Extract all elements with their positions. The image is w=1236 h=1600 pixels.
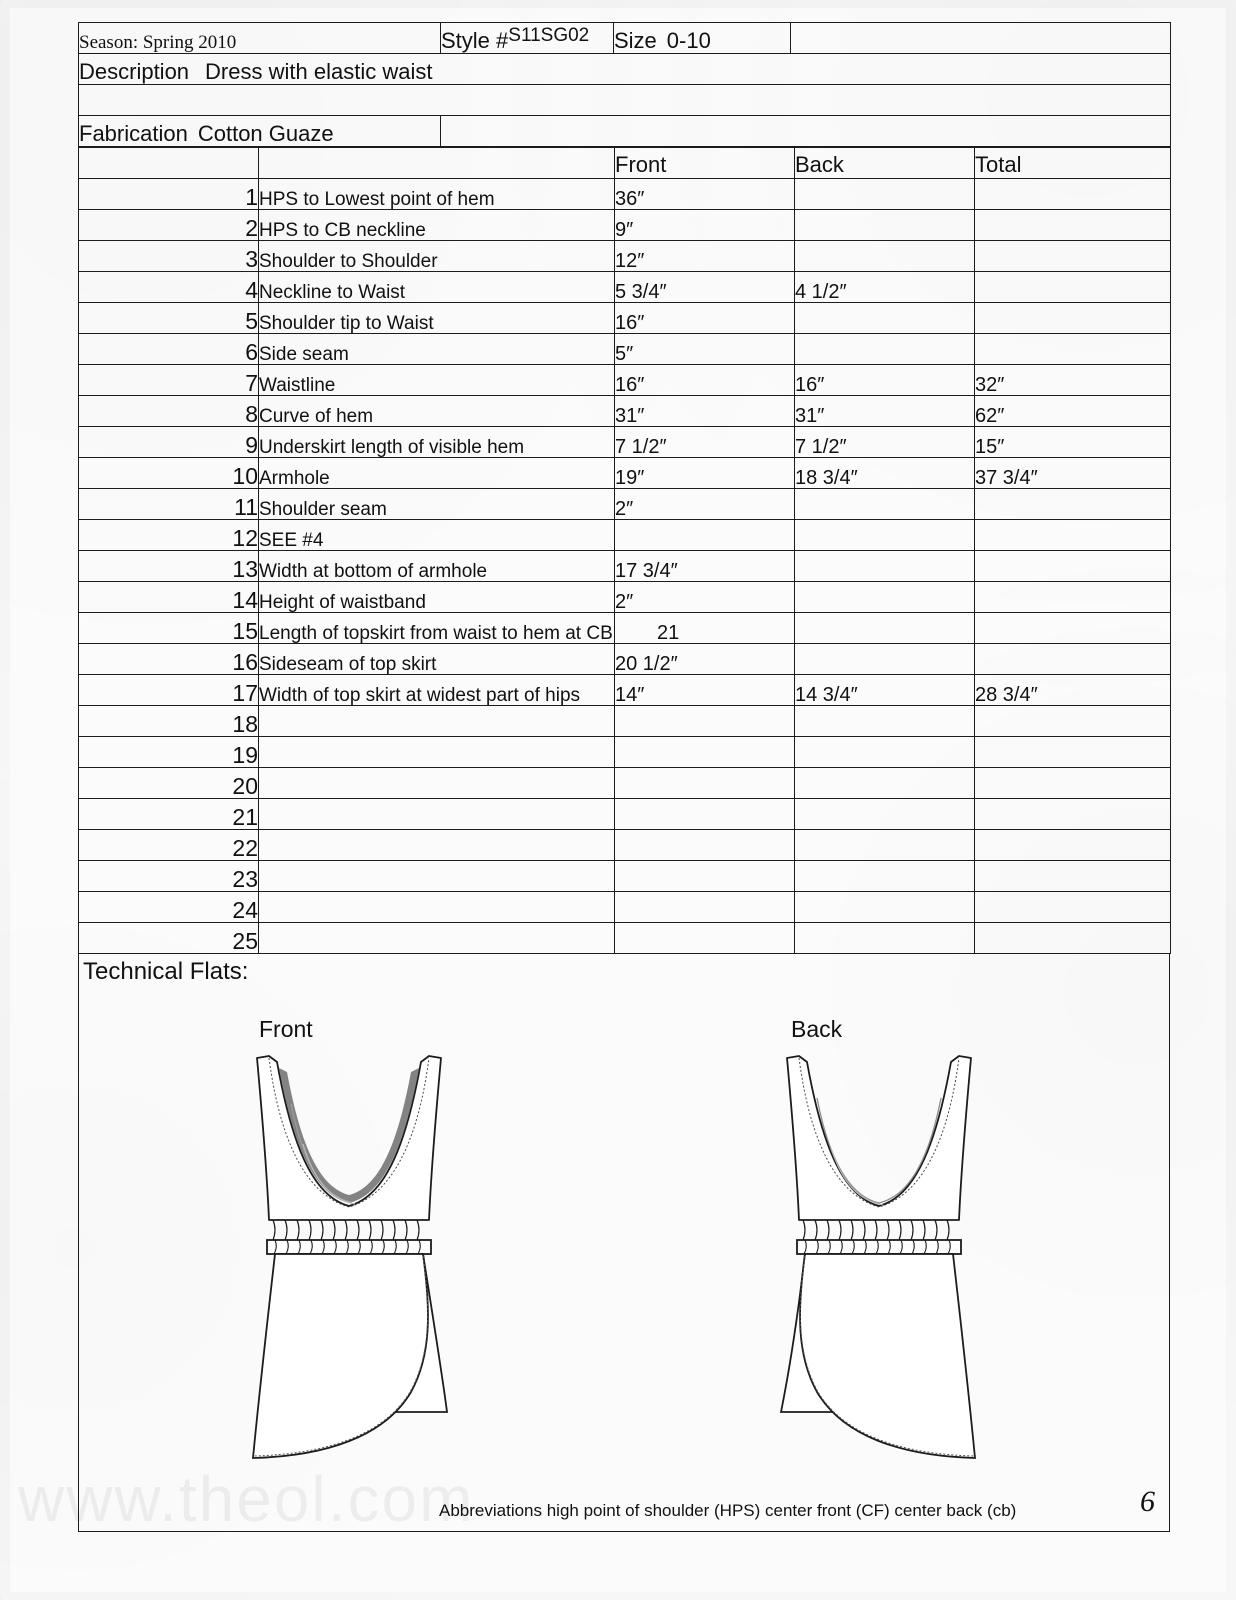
style-label: Style # <box>441 28 509 53</box>
row-number: 19 <box>79 737 259 768</box>
row-number: 9 <box>79 427 259 458</box>
row-number: 10 <box>79 458 259 489</box>
fabrication-cell <box>79 116 441 147</box>
table-row <box>79 458 1171 489</box>
row-front-value: 9″ <box>615 210 795 241</box>
row-back-value <box>795 179 975 210</box>
row-front-value: 17 3/4″ <box>615 551 795 582</box>
row-back-value <box>795 830 975 861</box>
row-number: 11 <box>79 489 259 520</box>
row-description <box>259 892 615 923</box>
row-front-value <box>615 520 795 551</box>
row-front-value: 19″ <box>615 458 795 489</box>
table-row <box>79 365 1171 396</box>
row-back-value <box>795 799 975 830</box>
row-description: Neckline to Waist <box>259 272 615 303</box>
row-total-value <box>975 179 1171 210</box>
table-row <box>79 520 1171 551</box>
row-total-value <box>975 489 1171 520</box>
row-number: 13 <box>79 551 259 582</box>
row-number: 25 <box>79 923 259 954</box>
table-row <box>79 737 1171 768</box>
row-description: Height of waistband <box>259 582 615 613</box>
row-front-value: 14″ <box>615 675 795 706</box>
row-number: 4 <box>79 272 259 303</box>
row-description: Side seam <box>259 334 615 365</box>
style-value: S11SG02 <box>508 25 590 46</box>
row-description: HPS to CB neckline <box>259 210 615 241</box>
row-number: 2 <box>79 210 259 241</box>
table-row <box>79 644 1171 675</box>
row-description <box>259 768 615 799</box>
row-description <box>259 861 615 892</box>
row-number: 23 <box>79 861 259 892</box>
description-value: Dress with elastic waist <box>205 59 433 84</box>
row-front-value: 16″ <box>615 365 795 396</box>
row-description: SEE #4 <box>259 520 615 551</box>
row-back-value: 4 1/2″ <box>795 272 975 303</box>
row-front-value: 31″ <box>615 396 795 427</box>
row-back-value <box>795 210 975 241</box>
back-gathers <box>803 1220 949 1240</box>
row-front-value: 5 3/4″ <box>615 272 795 303</box>
col-header-back: Back <box>795 148 975 179</box>
measurement-table <box>78 147 1171 954</box>
row-total-value <box>975 551 1171 582</box>
row-total-value <box>975 644 1171 675</box>
row-total-value: 37 3/4″ <box>975 458 1171 489</box>
row-front-value: 16″ <box>615 303 795 334</box>
table-row <box>79 396 1171 427</box>
row-description: HPS to Lowest point of hem <box>259 179 615 210</box>
row-front-value <box>615 923 795 954</box>
header-row-fabrication <box>79 116 1171 147</box>
fabrication-value: Cotton Guaze <box>197 121 334 146</box>
row-back-value <box>795 923 975 954</box>
technical-flats-panel <box>78 954 1170 1532</box>
row-front-value <box>615 768 795 799</box>
row-back-value <box>795 241 975 272</box>
row-front-value <box>615 861 795 892</box>
row-back-value <box>795 582 975 613</box>
row-total-value <box>975 737 1171 768</box>
description-label: Description <box>79 59 190 84</box>
row-total-value <box>975 272 1171 303</box>
row-back-value <box>795 551 975 582</box>
row-back-value <box>795 489 975 520</box>
row-description <box>259 706 615 737</box>
row-number: 12 <box>79 520 259 551</box>
row-back-value <box>795 520 975 551</box>
front-elastic-waistband <box>267 1240 431 1254</box>
header-table <box>78 22 1171 147</box>
front-gathers <box>273 1220 419 1240</box>
row-description: Curve of hem <box>259 396 615 427</box>
header-empty-cell-2 <box>79 85 1171 116</box>
row-description: Armhole <box>259 458 615 489</box>
row-front-value: 7 1/2″ <box>615 427 795 458</box>
row-number: 22 <box>79 830 259 861</box>
row-number: 6 <box>79 334 259 365</box>
front-dress-illustration <box>199 1044 499 1464</box>
row-front-value <box>615 830 795 861</box>
technical-flats-title: Technical Flats: <box>83 958 249 985</box>
row-description: Sideseam of top skirt <box>259 644 615 675</box>
flat-back-label: Back <box>791 1016 843 1042</box>
row-number: 1 <box>79 179 259 210</box>
row-total-value: 62″ <box>975 396 1171 427</box>
row-front-value <box>615 799 795 830</box>
measurement-header-row <box>79 148 1171 179</box>
row-total-value <box>975 768 1171 799</box>
row-description: Shoulder to Shoulder <box>259 241 615 272</box>
description-cell <box>79 54 1171 85</box>
table-row <box>79 892 1171 923</box>
page-number: 6 <box>1140 1485 1155 1518</box>
row-back-value <box>795 613 975 644</box>
row-back-value <box>795 737 975 768</box>
table-row <box>79 489 1171 520</box>
row-number: 5 <box>79 303 259 334</box>
size-value: 0-10 <box>666 28 711 53</box>
row-back-value <box>795 303 975 334</box>
row-description <box>259 830 615 861</box>
back-elastic-waistband <box>797 1240 961 1254</box>
front-topskirt <box>253 1254 428 1458</box>
row-description: Waistline <box>259 365 615 396</box>
table-row <box>79 334 1171 365</box>
row-number: 20 <box>79 768 259 799</box>
row-number: 16 <box>79 644 259 675</box>
row-front-value: 12″ <box>615 241 795 272</box>
table-row <box>79 303 1171 334</box>
row-total-value <box>975 830 1171 861</box>
row-back-value <box>795 644 975 675</box>
size-label: Size <box>614 28 657 53</box>
size-cell <box>614 23 791 54</box>
row-description <box>259 923 615 954</box>
row-back-value: 16″ <box>795 365 975 396</box>
row-total-value <box>975 303 1171 334</box>
row-front-value <box>615 737 795 768</box>
row-back-value <box>795 706 975 737</box>
table-row <box>79 768 1171 799</box>
row-front-value: 2″ <box>615 489 795 520</box>
fabrication-empty-cell <box>441 116 1171 147</box>
row-number: 8 <box>79 396 259 427</box>
table-row <box>79 179 1171 210</box>
row-total-value <box>975 520 1171 551</box>
row-front-value: 36″ <box>615 179 795 210</box>
table-row <box>79 582 1171 613</box>
row-front-value <box>615 892 795 923</box>
abbreviations-note: Abbreviations high point of shoulder (HPS) center front (CF) center back (cb) <box>439 1501 1017 1520</box>
col-header-total: Total <box>975 148 1171 179</box>
header-row-blank <box>79 85 1171 116</box>
row-description: Underskirt length of visible hem <box>259 427 615 458</box>
row-number: 3 <box>79 241 259 272</box>
row-front-value <box>615 613 795 644</box>
season-cell <box>79 23 441 54</box>
row-back-value: 14 3/4″ <box>795 675 975 706</box>
row-back-value: 31″ <box>795 396 975 427</box>
row-total-value <box>975 706 1171 737</box>
row-front-value: 20 1/2″ <box>615 644 795 675</box>
row-back-value <box>795 861 975 892</box>
table-row <box>79 861 1171 892</box>
row-back-value <box>795 334 975 365</box>
col-header-spacer-2 <box>259 148 615 179</box>
season-label: Season: Spring 2010 <box>79 32 237 53</box>
back-topskirt <box>800 1254 975 1458</box>
spec-sheet <box>78 22 1170 1532</box>
header-row-season <box>79 23 1171 54</box>
row-number: 17 <box>79 675 259 706</box>
row-total-value: 15″ <box>975 427 1171 458</box>
row-number: 7 <box>79 365 259 396</box>
row-number: 15 <box>79 613 259 644</box>
col-header-front: Front <box>615 148 795 179</box>
row-description <box>259 737 615 768</box>
row-description: Shoulder seam <box>259 489 615 520</box>
watermark-text: www.theol.com <box>18 1463 475 1535</box>
row-front-value: 5″ <box>615 334 795 365</box>
flat-front-label: Front <box>259 1016 313 1042</box>
back-dress-illustration <box>729 1044 1029 1464</box>
row-description <box>259 799 615 830</box>
row-total-value: 32″ <box>975 365 1171 396</box>
row-total-value <box>975 799 1171 830</box>
table-row <box>79 551 1171 582</box>
row-description: Width of top skirt at widest part of hips <box>259 675 615 706</box>
row-total-value <box>975 241 1171 272</box>
row-total-value <box>975 892 1171 923</box>
row-description: Width at bottom of armhole <box>259 551 615 582</box>
table-row <box>79 923 1171 954</box>
table-row <box>79 830 1171 861</box>
col-header-spacer-1 <box>79 148 259 179</box>
row-total-value <box>975 334 1171 365</box>
table-row <box>79 210 1171 241</box>
row-total-value <box>975 582 1171 613</box>
style-cell <box>441 23 614 54</box>
row-total-value <box>975 613 1171 644</box>
table-row <box>79 241 1171 272</box>
row-total-value <box>975 210 1171 241</box>
row-total-value: 28 3/4″ <box>975 675 1171 706</box>
row-front-value <box>615 706 795 737</box>
row-description: Length of topskirt from waist to hem at CB <box>259 613 615 644</box>
table-row <box>79 706 1171 737</box>
table-row <box>79 613 1171 644</box>
table-row <box>79 675 1171 706</box>
row-number: 18 <box>79 706 259 737</box>
header-empty-cell-1 <box>791 23 1171 54</box>
row-total-value <box>975 923 1171 954</box>
table-row <box>79 427 1171 458</box>
fabrication-label: Fabrication <box>79 121 188 146</box>
row-total-value <box>975 861 1171 892</box>
row-front-value-text: 21 <box>657 622 680 644</box>
row-number: 24 <box>79 892 259 923</box>
header-row-description <box>79 54 1171 85</box>
row-back-value: 18 3/4″ <box>795 458 975 489</box>
table-row <box>79 799 1171 830</box>
table-row <box>79 272 1171 303</box>
row-back-value <box>795 892 975 923</box>
row-description: Shoulder tip to Waist <box>259 303 615 334</box>
row-number: 14 <box>79 582 259 613</box>
row-front-value: 2″ <box>615 582 795 613</box>
row-back-value: 7 1/2″ <box>795 427 975 458</box>
row-back-value <box>795 768 975 799</box>
row-number: 21 <box>79 799 259 830</box>
